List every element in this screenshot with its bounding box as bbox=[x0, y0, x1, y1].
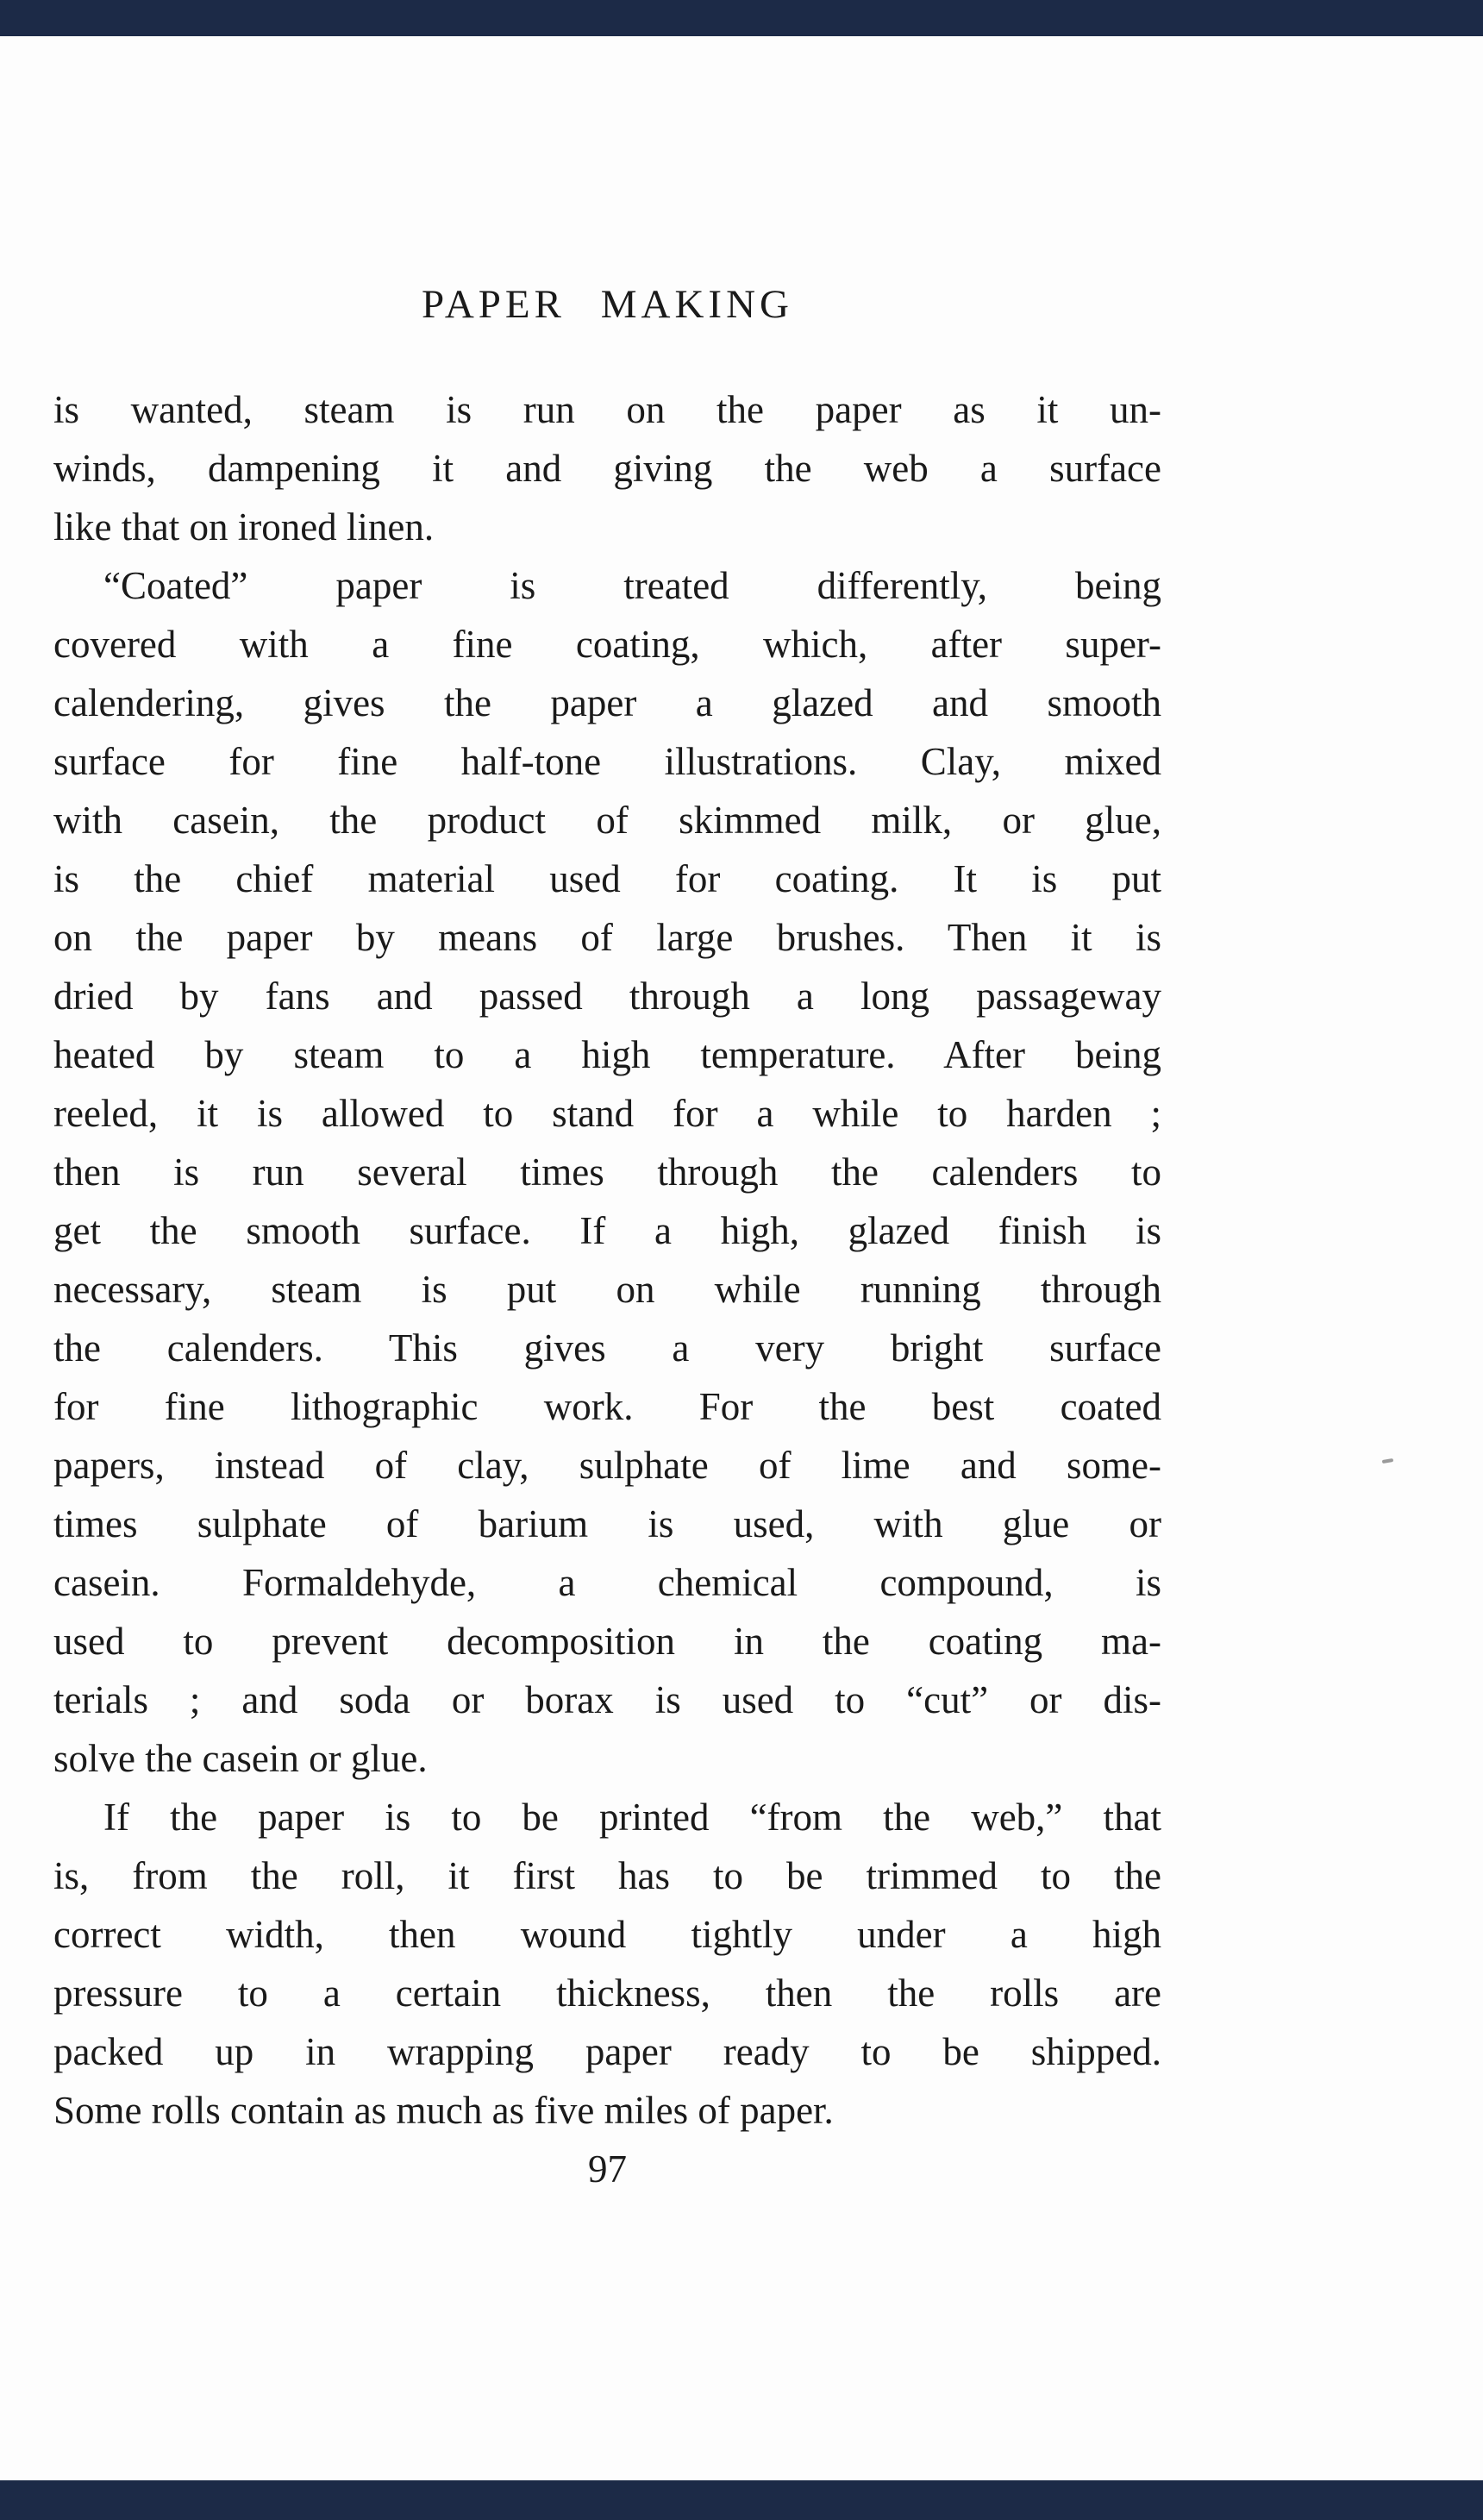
text-line: reeled, it is allowed to stand for a while to harden ; bbox=[53, 1092, 1161, 1135]
text-line: solve the casein or glue. bbox=[53, 1737, 428, 1780]
text-line: on the paper by means of large brushes. Then it is bbox=[53, 916, 1161, 959]
text-line: is, from the roll, it first has to be trimmed to the bbox=[53, 1854, 1161, 1897]
text-line: is wanted, steam is run on the paper as it un- bbox=[53, 388, 1161, 431]
text-line: papers, instead of clay, sulphate of lime and some- bbox=[53, 1444, 1161, 1487]
body-text bbox=[53, 380, 1161, 2140]
text-line: necessary, steam is put on while running through bbox=[53, 1268, 1161, 1311]
text-line: get the smooth surface. If a high, glazed finish is bbox=[53, 1209, 1161, 1252]
text-line: winds, dampening it and giving the web a surface bbox=[53, 447, 1161, 490]
bottom-scan-band bbox=[0, 2480, 1483, 2520]
text-line: is the chief material used for coating. It is put bbox=[53, 857, 1161, 900]
page-number: 97 bbox=[588, 2147, 627, 2191]
text-line: “Coated” paper is treated differently, being bbox=[103, 564, 1161, 607]
text-line: the calenders. This gives a very bright surface bbox=[53, 1326, 1161, 1370]
text-line: surface for fine half-tone illustrations. Clay, mixed bbox=[53, 740, 1161, 783]
text-line: for fine lithographic work. For the best coated bbox=[53, 1385, 1161, 1428]
text-line: packed up in wrapping paper ready to be shipped. bbox=[53, 2030, 1161, 2073]
page-content bbox=[53, 0, 1161, 2195]
text-line: correct width, then wound tightly under a high bbox=[53, 1913, 1161, 1956]
text-line: dried by fans and passed through a long passageway bbox=[53, 975, 1161, 1018]
text-line: times sulphate of barium is used, with glue or bbox=[53, 1502, 1161, 1545]
text-line: casein. Formaldehyde, a chemical compound, is bbox=[53, 1561, 1161, 1604]
text-line: terials ; and soda or borax is used to “cut” or dis- bbox=[53, 1678, 1161, 1721]
text-line: covered with a fine coating, which, after super- bbox=[53, 623, 1161, 666]
text-line: pressure to a certain thickness, then the rolls are bbox=[53, 1971, 1161, 2015]
text-line: like that on ironed linen. bbox=[53, 505, 435, 549]
text-line: with casein, the product of skimmed milk, or glue, bbox=[53, 799, 1161, 842]
text-line: calendering, gives the paper a glazed and smooth bbox=[53, 681, 1161, 724]
text-line: then is run several times through the calenders to bbox=[53, 1150, 1161, 1194]
scan-artifact bbox=[1382, 1458, 1393, 1464]
text-line: used to prevent decomposition in the coating ma- bbox=[53, 1620, 1161, 1663]
text-line: If the paper is to be printed “from the web,” that bbox=[103, 1796, 1161, 1839]
text-line: Some rolls contain as much as five miles of paper. bbox=[53, 2089, 834, 2132]
text-line: heated by steam to a high temperature. After being bbox=[53, 1033, 1161, 1076]
page-title: PAPER MAKING bbox=[422, 282, 793, 327]
